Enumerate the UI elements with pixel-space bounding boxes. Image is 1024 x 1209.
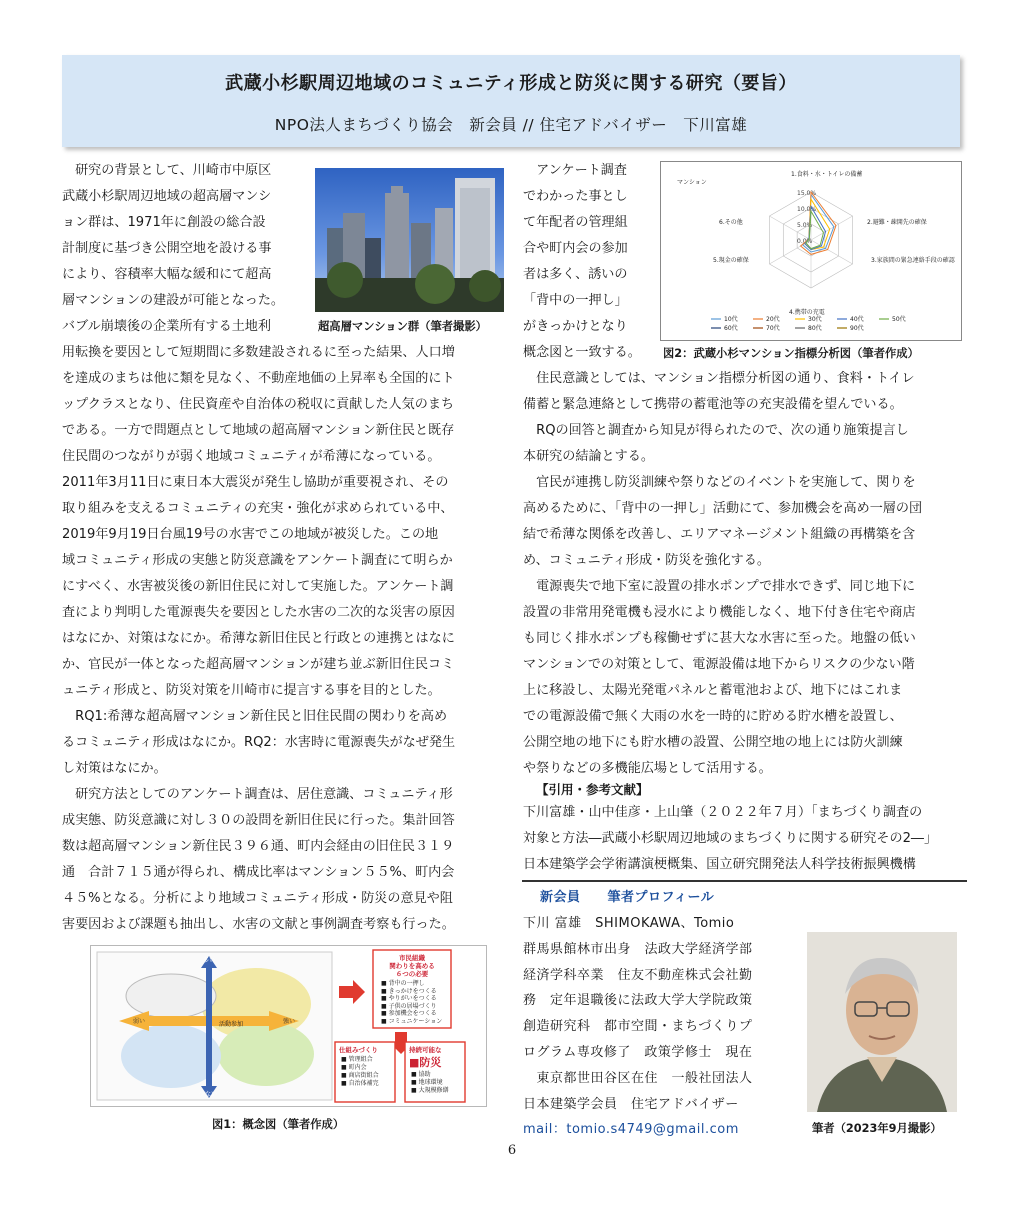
- author-line: NPO法人まちづくり協会 新会員 // 住宅アドバイザー 下川富雄: [274, 116, 748, 134]
- page-title: 武蔵小杉駅周辺地域のコミュニティ形成と防災に関する研究（要旨）: [225, 73, 797, 94]
- text-line: 数は超高層マンション新住民３９６通、町内会経由の旧住民３１９: [62, 839, 455, 854]
- text-line: 研究の背景として、川崎市中原区: [62, 163, 272, 178]
- radar-axis-label: 5.現金の確保: [713, 257, 749, 264]
- box-title: 市民組織 関わりを高める ６つの必要: [389, 954, 435, 978]
- photo-caption: 超高層マンション群（筆者撮影）: [318, 320, 487, 333]
- profile-line: 下川 富雄 SHIMOKAWA、Tomio: [523, 916, 735, 931]
- portrait-caption: 筆者（2023年9月撮影）: [812, 1122, 942, 1135]
- text-line: 住民意識としては、マンション指標分析図の通り、食料・トイレ: [523, 371, 915, 386]
- text-line: を達成のまちは他に類を見なく、不動産地価の上昇率も全国的にト: [62, 371, 455, 386]
- text-line: 官民が連携し防災訓練や祭りなどのイベントを実施して、関りを: [523, 475, 916, 490]
- axis-left-label: 弱い: [133, 1018, 146, 1025]
- radar-spoke: [811, 240, 853, 264]
- legend-label: 80代: [808, 325, 822, 332]
- diagram-list-item: ■ 商店街組合: [341, 1072, 379, 1079]
- text-line: 2019年9月19日台風19号の水害でこの地域が被災した。この地: [62, 527, 439, 542]
- axis-top-label: 多い: [203, 957, 216, 964]
- center-label: 活動参加: [219, 1021, 244, 1028]
- diagram-list-item: ■ 管理組合: [341, 1056, 373, 1063]
- text-line: 通 合計７１５通が得られ、構成比率はマンション５５%、町内会: [62, 865, 455, 880]
- text-line: 高めるために、「背中の一押し」活動にて、参加機会を高め一層の団: [523, 501, 923, 516]
- text-line: ョン群は、1971年に創設の総合設: [62, 215, 266, 230]
- fig1-caption: 図1：概念図（筆者作成）: [212, 1118, 345, 1131]
- text-line: も同じく排水ポンプも稼働せずに甚大な水害に至った。地盤の低い: [523, 631, 916, 646]
- concept-diagram: [90, 945, 487, 1107]
- text-line: し対策はなにか。: [62, 761, 167, 776]
- text-line: 「背中の一押し」: [523, 293, 628, 308]
- axis-bottom-label: 少ない: [199, 1091, 218, 1098]
- diagram-list-item: ■ 町内会: [341, 1064, 367, 1071]
- radar-ring-label: 0.0%: [797, 238, 813, 245]
- author-portrait: [807, 932, 957, 1112]
- diagram-list-item: ■ やりがいをつくる: [381, 995, 437, 1002]
- text-line: 成実態、防災意識に対し３０の設問を新旧住民に行った。集計回答: [62, 813, 455, 828]
- reference-line: 対象と方法―武蔵小杉駅周辺地域のまちづくりに関する研究その2―」: [523, 831, 938, 846]
- diagram-list-item: ■ 大規模修繕: [411, 1087, 449, 1094]
- bottom-right-title: 持続可能な: [409, 1046, 442, 1054]
- diagram-list-item: ■ きっかけをつくる: [381, 987, 437, 995]
- radar-axis-label: 1.食料・水・トイレの備蓄: [791, 171, 863, 178]
- text-line: 上に移設し、太陽光発電パネルと蓄電池および、地下にはこれま: [523, 683, 903, 698]
- text-line: 2011年3月11日に東日本大震災が発生し協助が重要視され、その: [62, 475, 449, 490]
- diagram-list-item: ■ 背中の一押し: [381, 980, 425, 987]
- bottom-right-big: ■防災: [409, 1056, 442, 1069]
- title-banner: [62, 55, 960, 147]
- text-line: 設置の非常用発電機も浸水により機能しなく、地下付き住宅や商店: [523, 605, 916, 620]
- text-line: バブル崩壊後の企業所有する土地利: [62, 319, 271, 334]
- text-line: 合や町内会の参加: [523, 241, 628, 256]
- text-line: ュニティ形成と、防災対策を川崎市に提言する事を目的とした。: [62, 683, 441, 698]
- diagram-list-item: ■ 自治体補完: [341, 1080, 379, 1087]
- text-line: 域コミュニティ形成の実態と防災意識をアンケート調査にて明らか: [62, 553, 453, 568]
- text-line: 取り組みを支えるコミュニティの充実・強化が求められている中、: [62, 501, 454, 516]
- text-line: 概念図と一致する。: [523, 345, 641, 360]
- text-line: での電源設備で無く大雨の水を一時的に貯める貯水槽を設置し、: [523, 709, 903, 724]
- legend-label: 30代: [808, 316, 822, 323]
- text-line: RQの回答と調査から知見が得られたので、次の通り施策提言し: [523, 423, 909, 438]
- box-items: [381, 980, 442, 1025]
- text-line: 武蔵小杉駅周辺地域の超高層マンシ: [62, 189, 272, 204]
- profile-line: 東京都世田谷区在住 一般社団法人: [523, 1070, 753, 1086]
- text-line: め、コミュニティ形成・防災を強化する。: [523, 553, 770, 568]
- bottom-left-items: [341, 1056, 379, 1088]
- diagram-list-item: ■ 協助: [411, 1071, 431, 1078]
- reference-line: 下川富雄・山中佳彦・上山肇（２０２２年７月）「まちづくり調査の: [523, 805, 923, 820]
- profile-line: 群馬県館林市出身 法政大学経済学部: [523, 941, 753, 957]
- diagram-list-item: ■ 参加機会をつくる: [381, 1010, 437, 1017]
- divider: [522, 880, 967, 882]
- profile-line: 創造研究科 都市空間・まちづくりプ: [523, 1019, 753, 1035]
- legend-label: 90代: [850, 325, 864, 332]
- diagram-list-item: ■ 地球環境: [411, 1079, 443, 1086]
- profile-line: 経済学科卒業 住友不動産株式会社勤: [523, 967, 753, 983]
- profile-line: 日本建築学会員 住宅アドバイザー: [523, 1096, 739, 1112]
- left-intro-paragraph: [62, 158, 307, 340]
- radar-axis-label: 6.その他: [719, 219, 743, 226]
- bottom-left-title: 仕組みづくり: [339, 1046, 378, 1054]
- legend-label: 40代: [850, 316, 864, 323]
- text-line: 電源喪失で地下室に設置の排水ポンプで排水できず、同じ地下に: [523, 579, 916, 594]
- diagram-list-item: ■ コミュニケーション: [381, 1017, 443, 1025]
- legend-label: 70代: [766, 325, 780, 332]
- text-line: 住民間のつながりが弱く地域コミュニティが希薄になっている。: [62, 449, 441, 464]
- profile-heading: 新会員 筆者プロフィール: [540, 890, 715, 905]
- radar-ring-label: 15.0%: [797, 190, 817, 197]
- text-line: るコミュニティ形成はなにか。RQ2：水害時に電源喪失がなぜ発生: [62, 735, 456, 750]
- legend-label: 20代: [766, 316, 780, 323]
- diagram-list-item: ■ 子供の居場づくり: [381, 1002, 437, 1010]
- text-line: ップクラスとなり、住民資産や自治体の税収に貢献した人気のまち: [62, 397, 455, 412]
- legend-label: 10代: [724, 316, 738, 323]
- legend-label: 50代: [892, 316, 906, 323]
- tower-photo: [315, 168, 504, 312]
- text-line: RQ1:希薄な超高層マンション新住民と旧住民間の関わりを高め: [62, 709, 448, 724]
- text-line: 備蓄と緊急連絡として携帯の蓄電池等の充実設備を望んでいる。: [523, 397, 903, 412]
- text-line: 査により判明した電源喪失を要因とした水害の二次的な災害の原因: [62, 605, 455, 620]
- text-line: 公開空地の地下にも貯水槽の設置、公開空地の地上には防火訓練: [523, 735, 903, 750]
- text-line: 本研究の結論とする。: [523, 449, 654, 464]
- text-line: 結で希薄な関係を改善し、エリアマネージメント組織の再構築を含: [523, 527, 916, 542]
- text-line: 害要因および課題も抽出し、水害の文献と事例調査考察も行った。: [62, 917, 455, 932]
- axis-right-label: 強い: [283, 1018, 296, 1025]
- text-line: である。一方で問題点として地域の超高層マンション新住民と既存: [62, 423, 455, 438]
- page-number: 6: [507, 1143, 517, 1158]
- radar-axis-label: 3.家族間の緊急連絡手段の確認: [871, 257, 955, 264]
- text-line: 用転換を要因として短期間に多数建設されるに至った結果、人口増: [62, 345, 455, 360]
- profile-line: ログラム専攻修了 政策学修士 現在: [523, 1045, 753, 1060]
- text-line: や祭りなどの多機能広場として活用する。: [523, 761, 772, 776]
- references-heading: 【引用・参考文献】: [536, 782, 649, 797]
- text-line: 研究方法としてのアンケート調査は、居住意識、コミュニティ形: [62, 787, 453, 802]
- text-line: がきっかけとなり: [523, 319, 628, 334]
- text-line: 計制度に基づき公開空地を設ける事: [62, 241, 272, 256]
- radar-ring-label: 10.0%: [797, 206, 817, 213]
- radar-corner-label: マンション: [677, 179, 707, 186]
- text-line: にすべく、水害被災後の新旧住民に対して実施した。アンケート調: [62, 579, 454, 594]
- radar-axis-label: 2.避難・疎開先の確保: [867, 219, 927, 226]
- bottom-right-items: [411, 1071, 449, 1095]
- text-line: でわかった事とし: [523, 189, 628, 204]
- text-line: か、官民が一体となった超高層マンションが建ち並ぶ新旧住民コミ: [62, 657, 455, 672]
- right-intro-paragraph: [523, 158, 653, 366]
- text-line: 者は多く、誘いの: [523, 267, 628, 282]
- text-line: アンケート調査: [523, 163, 627, 178]
- text-line: 層マンションの建設が可能となった。: [62, 293, 285, 308]
- profile-email[interactable]: mail：tomio.s4749@gmail.com: [523, 1122, 739, 1137]
- text-line: て年配者の管理組: [523, 215, 628, 230]
- profile-line: 務 定年退職後に法政大学大学院政策: [523, 993, 753, 1009]
- left-body-paragraph: [62, 340, 502, 938]
- fig2-caption: 図2：武蔵小杉マンション指標分析図（筆者作成）: [663, 347, 919, 360]
- text-line: により、容積率大幅な緩和にて超高: [62, 267, 272, 282]
- legend-label: 60代: [724, 325, 738, 332]
- radar-ring-label: 5.0%: [797, 222, 813, 229]
- right-body-paragraph: [523, 366, 968, 782]
- text-line: はなにか、対策はなにか。希薄な新旧住民と行政との連携とはなに: [62, 631, 455, 646]
- text-line: ４５%となる。分析により地域コミュニティ形成・防災の意見や阻: [62, 891, 453, 906]
- text-line: マンションでの対策として、電源設備は地下からリスクの少ない階: [523, 657, 915, 672]
- reference-line: 日本建築学会学術講演梗概集、国立研究開発法人科学技術振興機構: [523, 857, 916, 872]
- radar-chart: [660, 161, 962, 341]
- radar-axis-label: 4.携帯の充電: [789, 309, 825, 316]
- references-list: [523, 800, 968, 878]
